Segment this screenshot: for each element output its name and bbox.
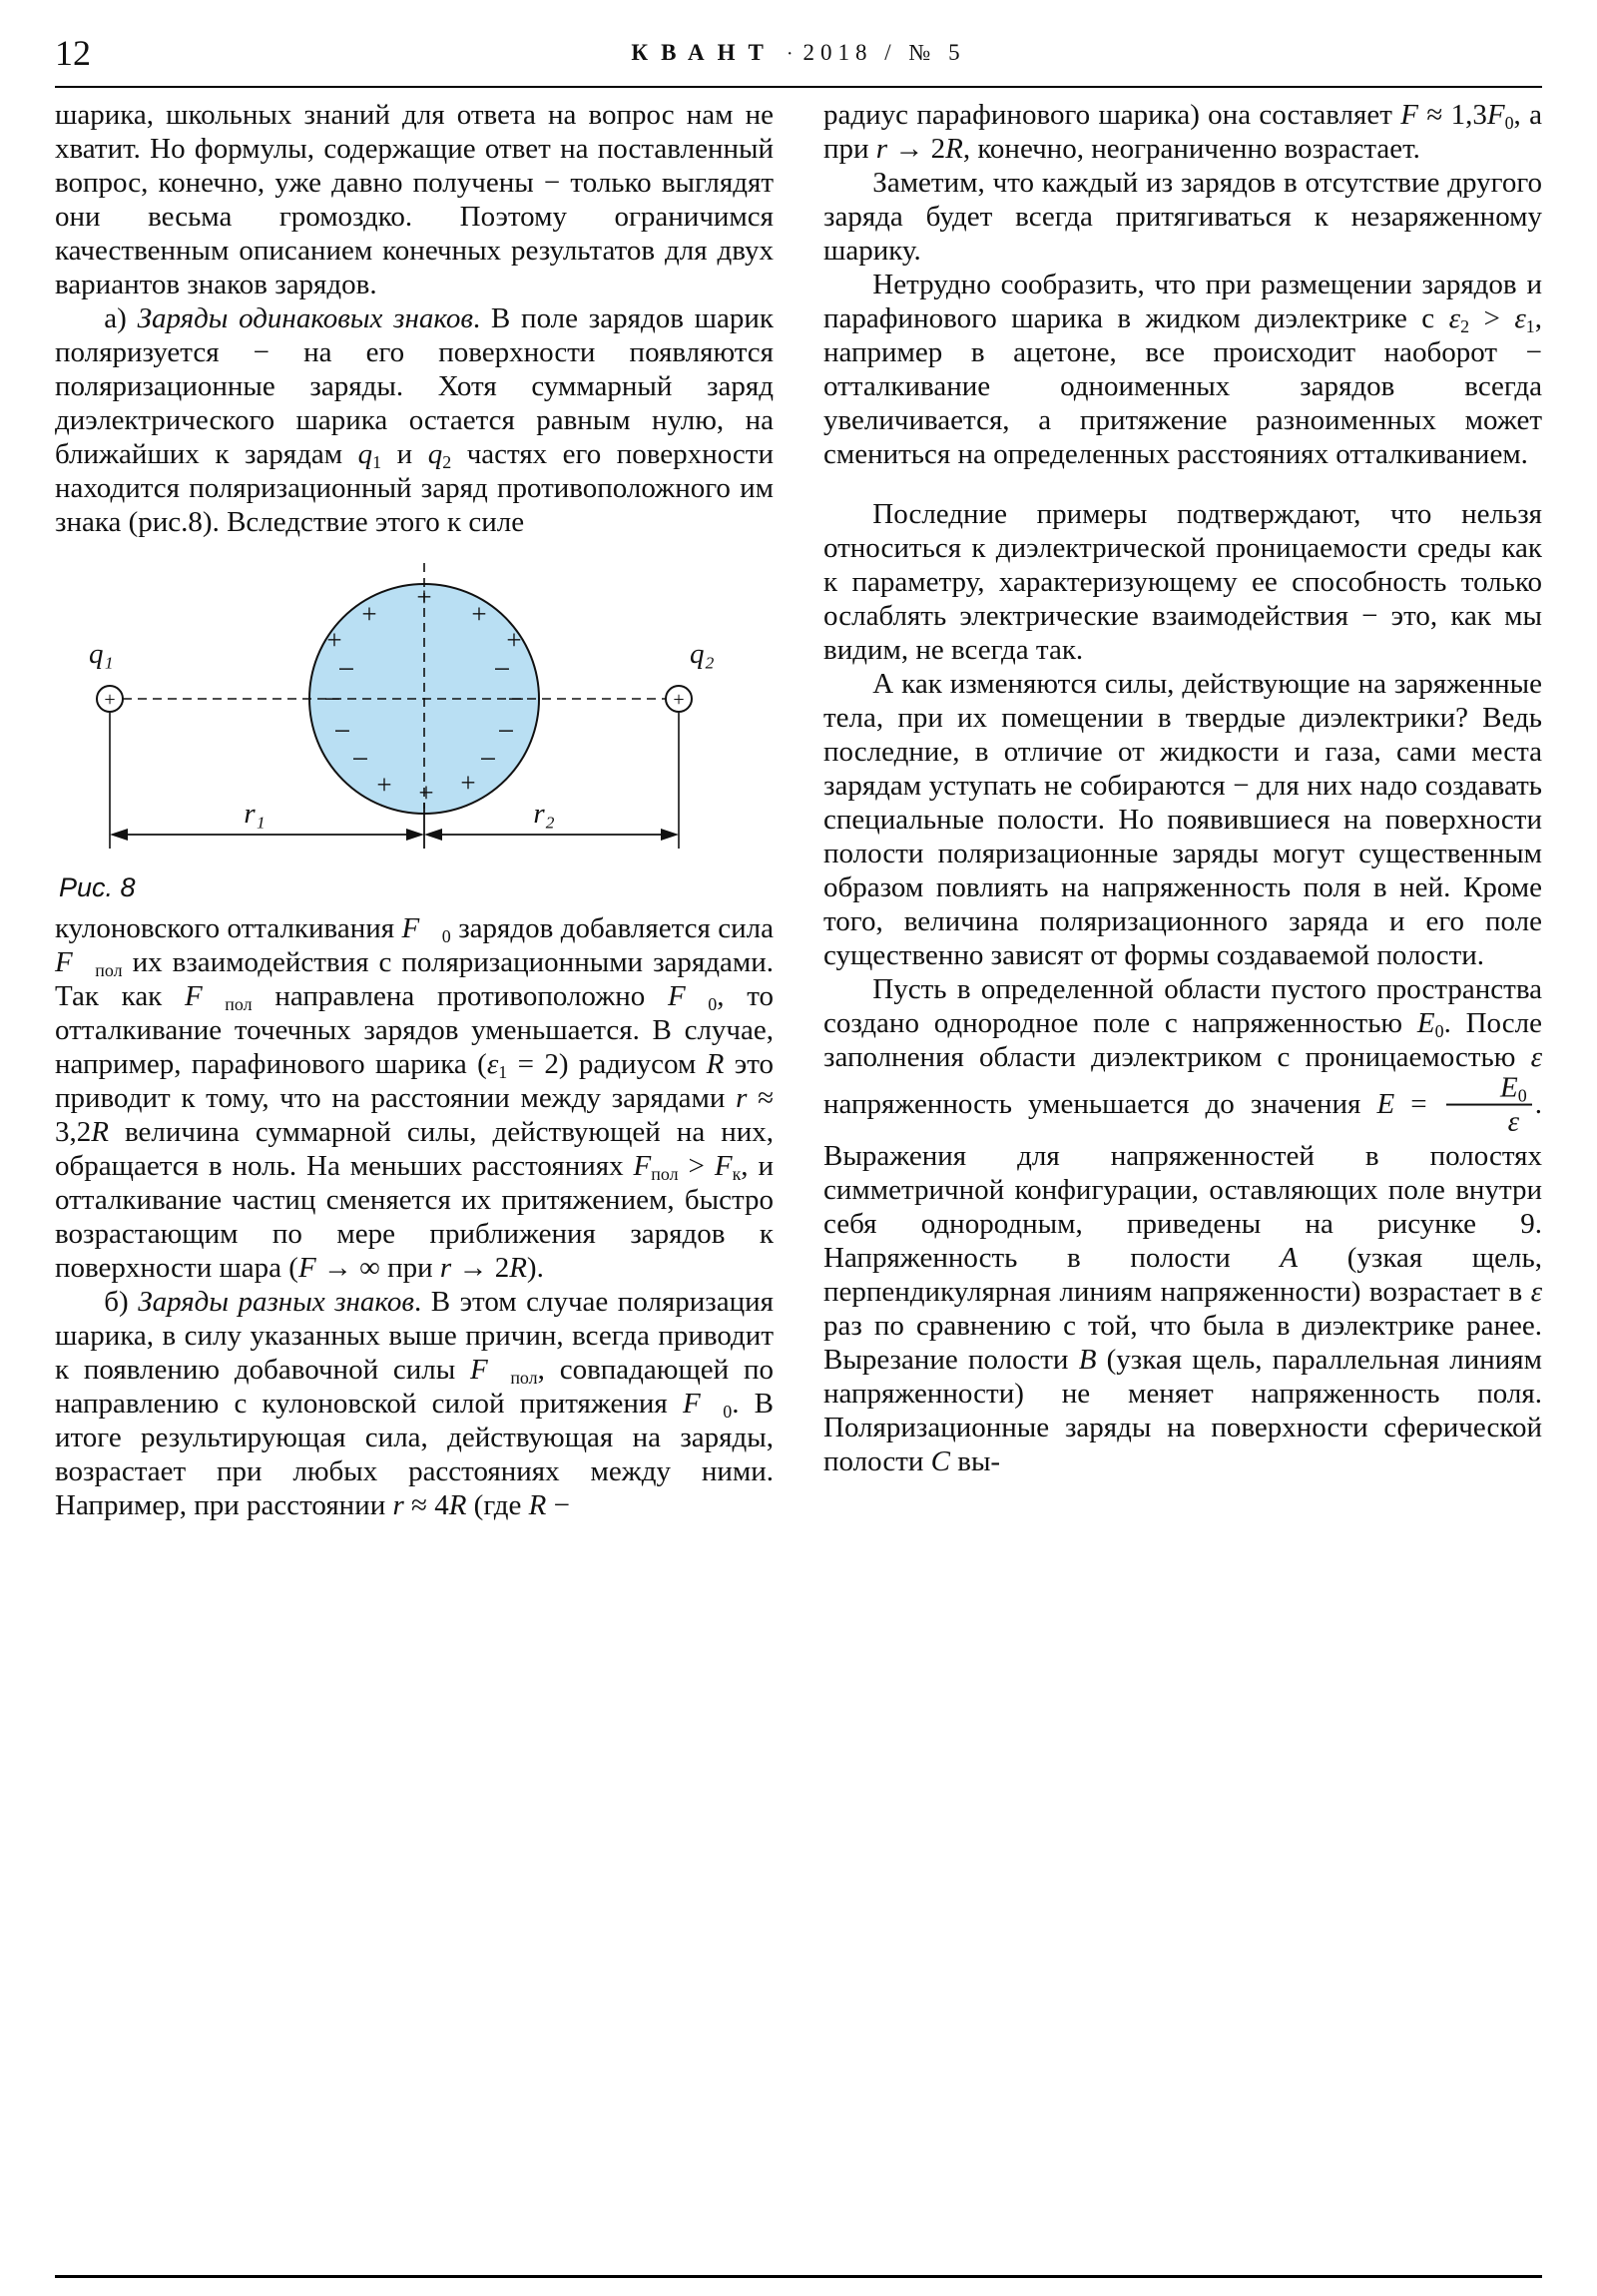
polarization-plus: + [471, 599, 487, 629]
polarization-minus: − [333, 715, 351, 748]
polarization-plus: + [361, 599, 377, 629]
polarization-minus: − [351, 743, 369, 776]
paragraph: Пусть в определенной области пустого пространства создано однородное поле с напряженностью $E_0$. После заполнения области диэлектриком с проницаемостью ε напряженность уменьшается до значения E = $\frac{E_0}{\varepsilon}$ . Выражения для напряженностей в полостях симметричной конфигурации, оставляющих поле внутри себя однородным, приведены на рисунке 9. Напряженность в полости A (узкая щель, перпендикулярная линиям напряженности) возрастает в ε раз по сравнению с той, что была в диэлектрике ранее. Вырезание полости B (узкая щель, параллельная линиям напряженности) не меняет напряженность поля. Поляризационные заряды на поверхности сферической полости C вы- [823, 973, 1543, 1477]
paragraph: шарика, школьных знаний для ответа на вопрос нам не хватит. Но формулы, содержащие ответ на поставленный вопрос, конечно, уже давно получены − только выглядят они весьма громоздко. Поэтому ограничимся качественным описанием конечных результатов для двух вариантов знаков зарядов. [55, 99, 774, 300]
polarization-minus: − [337, 653, 355, 686]
polarization-minus: − [507, 683, 525, 716]
polarization-plus: + [416, 582, 432, 612]
q1-label: q₁ [89, 638, 114, 670]
page-number: 12 [55, 33, 91, 73]
r1-arrow [110, 829, 424, 841]
journal-header [55, 26, 1542, 66]
r2-label: r₂ [533, 798, 555, 830]
paragraph: Последние примеры подтверждают, что нельзя относиться к диэлектрической проницаемости среды как к параметру, характеризующему ее способность только ослаблять электрические взаимодействия − это, как мы видим, не всегда так. [823, 498, 1542, 666]
paragraph: б) Заряды разных знаков. В этом случае поляризация шарика, в силу указанных выше причин, всегда приводит к появлению добавочной силы $F⃗_{пол}$, совпадающей по направлению с кулоновской силой притяжения $F⃗_0$. В итоге результирующая сила, действующая на заряды, возрастает при любых расстояниях между ними. Например, при расстоянии r ≈ 4R (где R − [55, 1286, 774, 1521]
q2-label: q₂ [690, 638, 715, 670]
polarization-plus: + [418, 778, 434, 808]
paragraph: радиус парафинового шарика) она составляет $F \approx 1,3F_0$, а при r → 2R, конечно, неограниченно возрастает. [823, 99, 1543, 165]
polarization-plus: + [506, 625, 522, 655]
polarization-minus: − [323, 683, 341, 716]
paragraph: Заметим, что каждый из зарядов в отсутствие другого заряда будет всегда притягиваться к незаряженному шарику. [823, 167, 1542, 267]
charge-q1-plus: + [104, 689, 116, 711]
paragraph: кулоновского отталкивания $F⃗_0$ зарядов добавляется сила $F⃗_{пол}$ их взаимодействия с поляризационными зарядами. Так как $F⃗_{пол}$ направлена противоположно $F⃗_0$, то отталкивание точечных зарядов уменьшается. В случае, например, парафинового шарика $(\varepsilon_1 = 2)$ радиусом R это приводит к тому, что на расстоянии между зарядами r ≈ 3,2R величина суммарной силы, действующей на них, обращается в ноль. На меньших расстояниях $F_{пол} > F_к$, и отталкивание частиц сменяется их притяжением, быстро возрастающим по мере приближения зарядов к поверхности шара (F → ∞ при r → 2R). [55, 912, 775, 1284]
r1-label: r₁ [244, 798, 266, 830]
issue-label: 2018 / № 5 [802, 40, 966, 65]
polarization-plus: + [460, 768, 476, 798]
polarization-minus: − [479, 743, 497, 776]
journal-title: КВАНТ [631, 40, 777, 65]
footer-rule [55, 2275, 1542, 2278]
page-header [55, 26, 1542, 80]
r2-arrow [424, 829, 679, 841]
figure-8-diagram [55, 551, 774, 870]
figure-8 [55, 551, 774, 903]
two-column-text [55, 98, 1542, 1522]
figure-caption: Рис. 8 [59, 872, 136, 902]
left-column [55, 98, 774, 1522]
charge-q2-plus: + [673, 689, 685, 711]
header-rule [55, 86, 1542, 88]
right-column [823, 98, 1542, 1522]
paragraph: А как изменяются силы, действующие на заряженные тела, при их помещении в твердые диэлектрики? Ведь последние, в отличие от жидкости и газа, сами места зарядам уступать не собираются − для них надо создавать специальные полости. Но появившиеся на поверхности полости поляризационные заряды могут существенным образом повлиять на напряженность поля в ней. Кроме того, величина поляризационного заряда и его поле существенно зависят от формы создаваемой полости. [823, 668, 1542, 971]
polarization-plus: + [326, 625, 342, 655]
polarization-minus: − [497, 715, 515, 748]
paragraph: Нетрудно сообразить, что при размещении зарядов и парафинового шарика в жидком диэлектрике с $\varepsilon_2 > \varepsilon_1$, например в ацетоне, все происходит наоборот − отталкивание одноименных зарядов всегда увеличивается, а притяжение разноименных может смениться на определенных расстояниях отталкиванием. [823, 269, 1543, 470]
polarization-minus: − [493, 653, 511, 686]
header-separator: · [786, 43, 794, 65]
paragraph: а) Заряды одинаковых знаков. В поле зарядов шарик поляризуется − на его поверхности появляются поляризационные заряды. Хотя суммарный заряд диэлектрического шарика остается равным нулю, на ближайших к зарядам $q_1$ и $q_2$ частях его поверхности находится поляризационный заряд противоположного им знака (рис.8). Вследствие этого к силе [55, 302, 774, 538]
polarization-plus: + [376, 770, 392, 800]
